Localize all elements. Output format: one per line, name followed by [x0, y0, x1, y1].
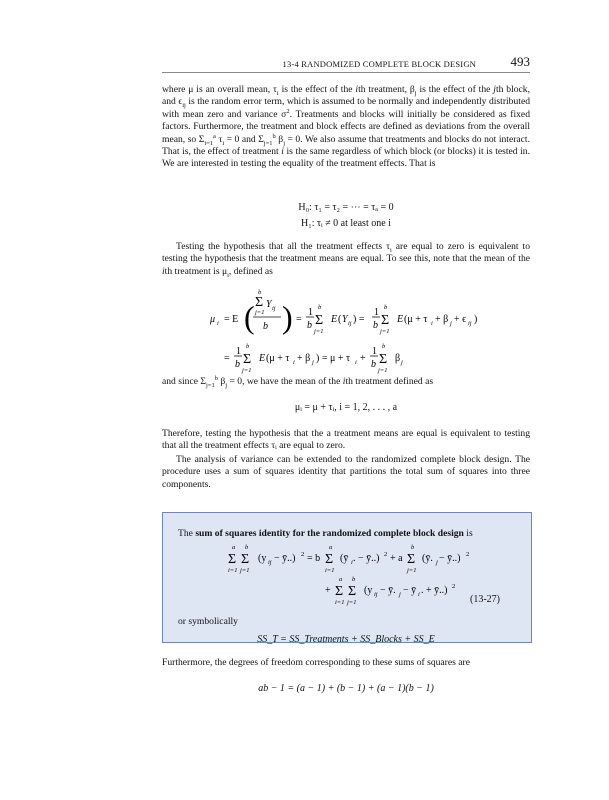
- svg-text:b: b: [235, 359, 240, 370]
- svg-text:+ β: + β: [297, 353, 311, 364]
- svg-text:b: b: [373, 320, 378, 331]
- svg-text:): ): [474, 314, 478, 325]
- paragraph-therefore: Therefore, testing the hypothesis that the a treatment means are equal is equivalent to testing that all the treatment effects τᵢ are equal to zero.: [162, 428, 530, 452]
- svg-text:j: j: [450, 320, 452, 327]
- svg-text:j=1: j=1: [407, 567, 417, 574]
- svg-text:b: b: [352, 576, 356, 583]
- svg-text:i=1: i=1: [228, 567, 238, 574]
- svg-text:b: b: [258, 289, 262, 296]
- svg-text:a: a: [329, 544, 333, 551]
- svg-text:i: i: [293, 359, 295, 366]
- svg-text:ij: ij: [374, 591, 378, 598]
- svg-text:j=1: j=1: [242, 367, 252, 374]
- svg-text:+ ϵ: + ϵ: [454, 314, 467, 325]
- svg-text:= E: = E: [224, 314, 239, 325]
- svg-text:b: b: [382, 343, 386, 350]
- svg-text:μ: μ: [210, 314, 216, 325]
- svg-text:i: i: [431, 320, 433, 327]
- svg-text:Σ: Σ: [255, 295, 264, 310]
- svg-text:j=1: j=1: [240, 567, 250, 574]
- svg-text:(ȳ: (ȳ: [340, 553, 349, 564]
- svg-text:1: 1: [236, 346, 241, 357]
- svg-text:Σ: Σ: [335, 584, 344, 599]
- page-number: 493: [510, 54, 530, 69]
- svg-text:) =: ) =: [353, 314, 365, 325]
- paragraph-model-definition: where μ is an overall mean, $\tau_i$ is the effect of the ith treatment, $\beta_j$ is the effect of the jth block, and $\epsilon_{ij}$ is the random error term, which is assumed to be normally and independently distributed with mean zero and variance $\sigma^2$. Treatments and blocks will initially be considered as fixed factors. Furthermore, the treatment and block effects are defined as deviations from the overall mean, so $\Sigma_{i=1}^a$ $\tau_i = 0$ and $\Sigma_{j=1}^b$ $\beta_j = 0$. We also assume that treatments and blocks do not interact. That is, the effect of treatment i is the same regardless of which block (or blocks) it is tested in. We are interested in testing the equality of the treatment effects. That is: [162, 84, 530, 170]
- svg-text:): ): [282, 299, 293, 335]
- svg-text:i: i: [217, 320, 219, 327]
- svg-text:ij: ij: [348, 320, 352, 327]
- svg-text:− ȳ.: − ȳ.: [380, 585, 396, 596]
- svg-text:1: 1: [372, 346, 377, 357]
- mean-derivation-equation: [210, 284, 510, 374]
- treatment-mean-equation: μᵢ = μ + τᵢ, i = 1, 2, . . . , a: [294, 402, 398, 413]
- svg-text:Σ: Σ: [381, 313, 390, 328]
- svg-text:2: 2: [384, 551, 388, 558]
- equation-number: (13-27): [470, 594, 500, 605]
- svg-text:(ȳ.: (ȳ.: [422, 553, 433, 564]
- svg-text:i=1: i=1: [325, 567, 335, 574]
- svg-text:i=1: i=1: [335, 599, 345, 606]
- svg-text:Σ: Σ: [243, 352, 252, 367]
- svg-text:j=1: j=1: [314, 328, 324, 335]
- svg-text:− ȳ: − ȳ: [403, 585, 417, 596]
- svg-text:(: (: [244, 299, 255, 335]
- paragraph-treatment-mean: Testing the hypothesis that all the treatment effects $\tau_i$ are equal to zero is equivalent to testing the hypothesis that the treatment means are equal. To see this, note that the mean of the ith treatment is $\mu_i$, defined as: [162, 241, 530, 279]
- svg-text:ij: ij: [268, 559, 272, 566]
- hypothesis-h1: H₁: τᵢ ≠ 0 at least one i: [301, 218, 391, 229]
- svg-text:Σ: Σ: [407, 552, 416, 567]
- running-header: [162, 56, 530, 73]
- svg-text:E: E: [331, 314, 338, 325]
- svg-text:=: =: [296, 314, 302, 325]
- svg-text:b: b: [245, 544, 249, 551]
- svg-text:(μ + τ: (μ + τ: [266, 353, 290, 364]
- svg-text:i: i: [351, 559, 353, 566]
- svg-text:b: b: [246, 343, 250, 350]
- svg-text:2: 2: [466, 551, 470, 558]
- svg-text:j=1: j=1: [378, 367, 388, 374]
- svg-text:ij: ij: [272, 305, 276, 312]
- svg-text:b: b: [318, 304, 322, 311]
- svg-text:Σ: Σ: [379, 352, 388, 367]
- svg-text:b: b: [307, 320, 312, 331]
- svg-text:Σ: Σ: [315, 313, 324, 328]
- symbolic-identity: SS_T = SS_Treatments + SS_Blocks + SS_E: [257, 634, 435, 645]
- svg-text:. + ȳ..): . + ȳ..): [421, 585, 448, 596]
- svg-text:Σ: Σ: [228, 552, 237, 567]
- svg-text:a: a: [339, 576, 343, 583]
- svg-text:− ȳ..): − ȳ..): [274, 553, 296, 564]
- svg-text:1: 1: [308, 307, 313, 318]
- svg-text:+: +: [360, 353, 366, 364]
- svg-text:j: j: [436, 559, 438, 566]
- svg-text:b: b: [411, 544, 415, 551]
- svg-text:=: =: [224, 353, 230, 364]
- paragraph-anova-extension: The analysis of variance can be extended to the randomized complete block design. The procedure uses a sum of squares identity that partitions the total sum of squares into three components.: [162, 454, 530, 490]
- svg-text:Y: Y: [342, 314, 348, 325]
- svg-text:(y: (y: [258, 553, 267, 564]
- svg-text:j=1: j=1: [255, 309, 265, 316]
- svg-text:β: β: [395, 353, 401, 364]
- svg-text:b: b: [384, 304, 388, 311]
- svg-text:2: 2: [301, 551, 305, 558]
- svg-text:Σ: Σ: [325, 552, 334, 567]
- svg-text:b: b: [371, 359, 376, 370]
- degrees-of-freedom-equation: ab − 1 = (a − 1) + (b − 1) + (a − 1)(b − 1): [258, 683, 434, 694]
- svg-text:. − ȳ..): . − ȳ..): [353, 553, 380, 564]
- svg-text:) = μ + τ: ) = μ + τ: [316, 353, 350, 364]
- svg-text:− ȳ..): − ȳ..): [439, 553, 461, 564]
- svg-text:+ β: + β: [435, 314, 449, 325]
- svg-text:j=1: j=1: [347, 599, 357, 606]
- svg-text:+: +: [325, 585, 331, 596]
- svg-text:j: j: [399, 591, 401, 598]
- svg-text:j=1: j=1: [380, 328, 390, 335]
- svg-text:(: (: [338, 314, 342, 325]
- svg-text:j: j: [401, 359, 403, 366]
- svg-text:E: E: [397, 314, 404, 325]
- svg-text:a: a: [232, 544, 236, 551]
- callout-lead: The sum of squares identity for the randomized complete block design is: [178, 528, 473, 539]
- svg-text:2: 2: [452, 583, 456, 590]
- svg-text:E: E: [259, 353, 266, 364]
- svg-text:Σ: Σ: [348, 584, 357, 599]
- svg-text:+ a: + a: [390, 553, 403, 564]
- svg-text:j: j: [312, 359, 314, 366]
- paragraph-degrees-of-freedom: Furthermore, the degrees of freedom corresponding to these sums of squares are: [162, 657, 470, 668]
- svg-text:= b: = b: [307, 553, 321, 564]
- paragraph-since: and since $\Sigma_{j=1}^b$ $\beta_j = 0$, we have the mean of the ith treatment defined as: [162, 374, 434, 389]
- svg-text:Y: Y: [266, 299, 272, 310]
- svg-text:(μ + τ: (μ + τ: [404, 314, 428, 325]
- hypothesis-h0: H₀: τ₁ = τ₂ = ⋯ = τₐ = 0: [298, 202, 394, 213]
- or-symbolically-label: or symbolically: [178, 616, 238, 627]
- svg-text:Σ: Σ: [241, 552, 250, 567]
- svg-text:i: i: [355, 359, 357, 366]
- svg-text:i: i: [418, 591, 420, 598]
- svg-text:(y: (y: [364, 585, 373, 596]
- svg-text:1: 1: [374, 307, 379, 318]
- svg-text:ij: ij: [468, 320, 472, 327]
- running-head: 13-4 RANDOMIZED COMPLETE BLOCK DESIGN: [282, 59, 476, 69]
- svg-text:b: b: [263, 321, 268, 332]
